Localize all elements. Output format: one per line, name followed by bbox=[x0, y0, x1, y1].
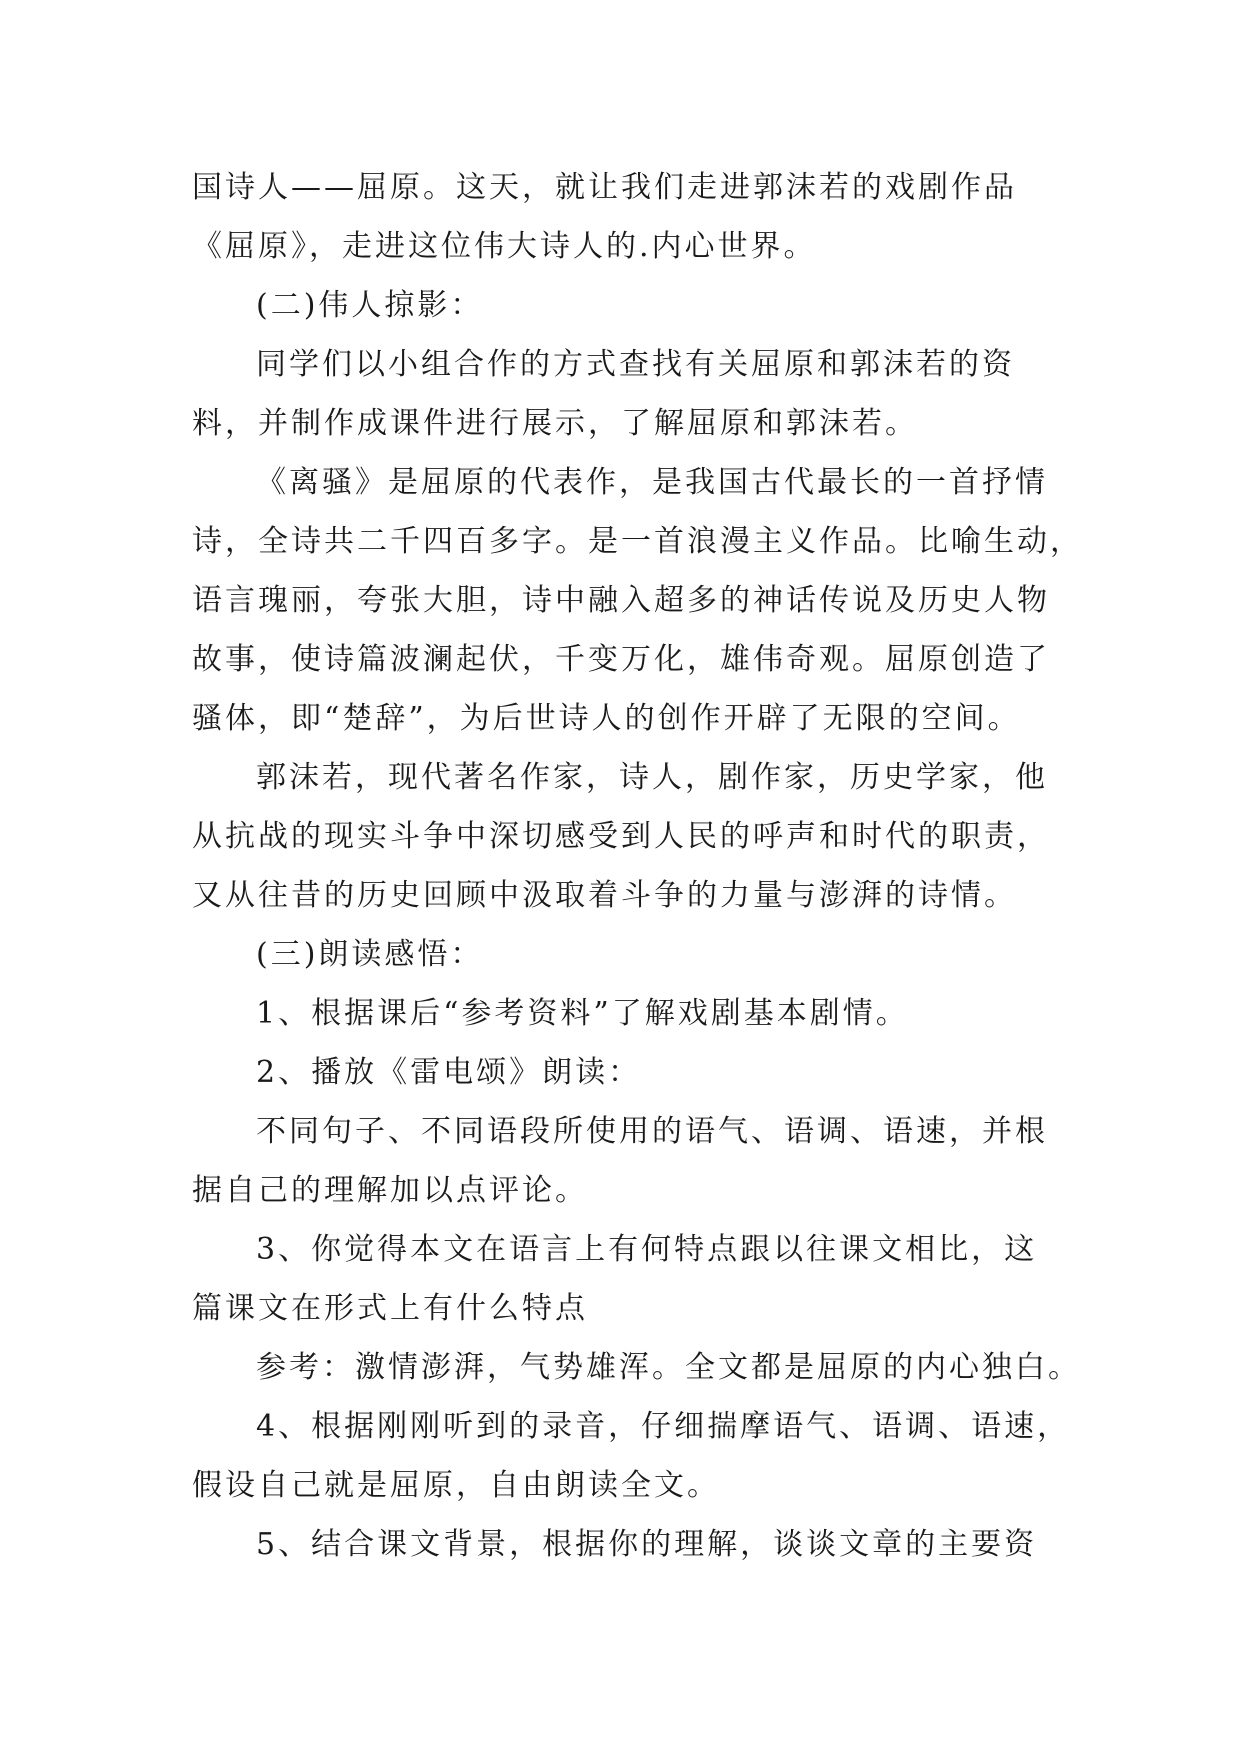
text-line: 故事，使诗篇波澜起伏，千变万化，雄伟奇观。屈原创造了 bbox=[192, 642, 1050, 677]
text-line: 《离骚》是屈原的代表作，是我国古代最长的一首抒情 bbox=[256, 465, 1048, 500]
text-line: 又从往昔的历史回顾中汲取着斗争的力量与澎湃的诗情。 bbox=[192, 878, 1017, 913]
text-line: 《屈原》，走进这位伟大诗人的.内心世界。 bbox=[192, 229, 817, 264]
text-line: 假设自己就是屈原，自由朗读全文。 bbox=[192, 1468, 720, 1503]
text-line: 郭沫若，现代著名作家，诗人，剧作家，历史学家，他 bbox=[256, 760, 1048, 795]
text-line: 骚体，即“楚辞”，为后世诗人的创作开辟了无限的空间。 bbox=[192, 701, 1021, 736]
text-line: 不同句子、不同语段所使用的语气、语调、语速，并根 bbox=[256, 1114, 1048, 1149]
list-item: 3、你觉得本文在语言上有何特点跟以往课文相比，这 bbox=[256, 1232, 1038, 1267]
list-item: 2、播放《雷电颂》朗读： bbox=[256, 1055, 642, 1090]
section-heading: (三)朗读感悟： bbox=[256, 937, 484, 972]
body-text bbox=[192, 158, 1083, 1574]
list-item: 4、根据刚刚听到的录音，仔细揣摩语气、语调、语速， bbox=[256, 1409, 1071, 1444]
list-item: 5、结合课文背景，根据你的理解，谈谈文章的主要资 bbox=[256, 1527, 1038, 1562]
text-line: 参考：激情澎湃，气势雄浑。全文都是屈原的内心独白。 bbox=[256, 1350, 1081, 1385]
text-line: 诗，全诗共二千四百多字。是一首浪漫主义作品。比喻生动， bbox=[192, 524, 1083, 559]
text-line: 同学们以小组合作的方式查找有关屈原和郭沫若的资 bbox=[256, 347, 1015, 382]
text-line: 篇课文在形式上有什么特点 bbox=[192, 1291, 588, 1326]
list-item: 1、根据课后“参考资料”了解戏剧基本剧情。 bbox=[256, 996, 909, 1031]
text-line: 语言瑰丽，夸张大胆，诗中融入超多的神话传说及历史人物 bbox=[192, 583, 1050, 618]
text-line: 据自己的理解加以点评论。 bbox=[192, 1173, 588, 1208]
text-line: 国诗人——屈原。这天，就让我们走进郭沫若的戏剧作品 bbox=[192, 170, 1017, 205]
section-heading: (二)伟人掠影： bbox=[256, 288, 484, 323]
text-line: 料，并制作成课件进行展示，了解屈原和郭沫若。 bbox=[192, 406, 918, 441]
text-line: 从抗战的现实斗争中深切感受到人民的呼声和时代的职责， bbox=[192, 819, 1050, 854]
